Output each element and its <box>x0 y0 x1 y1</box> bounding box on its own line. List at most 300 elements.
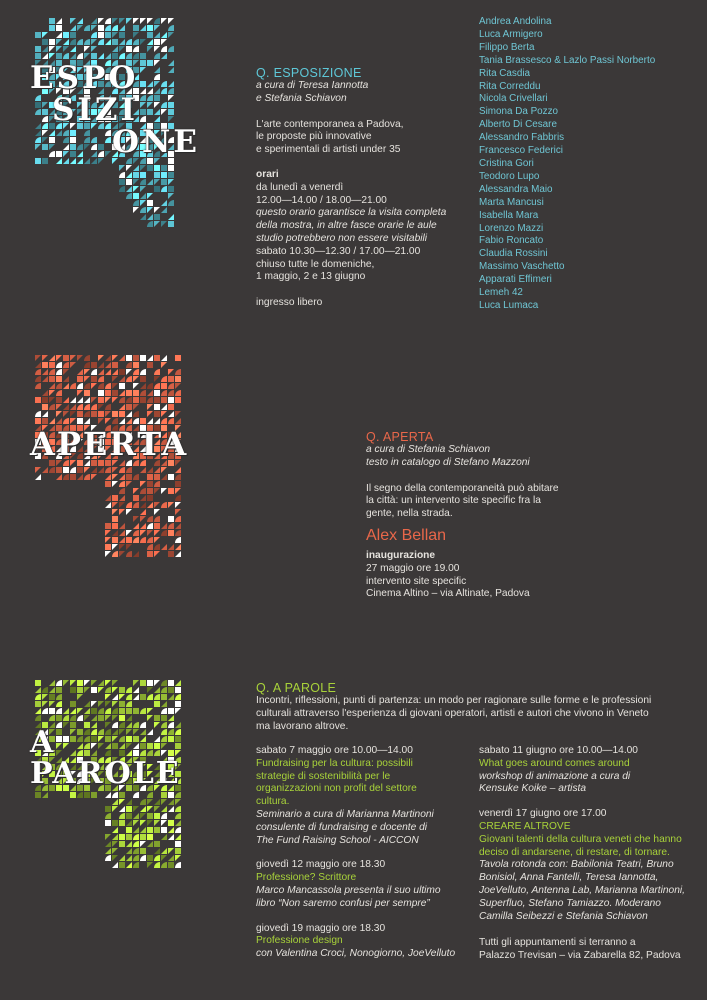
pattern-tile <box>154 81 160 87</box>
pattern-tile <box>98 32 104 38</box>
pattern-tile <box>84 362 90 368</box>
pattern-tile <box>77 151 83 157</box>
pattern-tile <box>70 708 76 714</box>
pattern-tile <box>119 687 125 693</box>
pattern-tile <box>63 715 69 721</box>
pattern-tile <box>175 687 181 693</box>
pattern-tile <box>98 467 104 473</box>
pattern-tile <box>91 729 97 735</box>
pattern-tile <box>91 376 97 382</box>
pattern-tile <box>105 523 111 529</box>
pattern-tile <box>168 827 174 833</box>
pattern-tile <box>140 530 146 536</box>
pattern-tile <box>77 708 83 714</box>
pattern-tile <box>133 722 139 728</box>
pattern-tile <box>98 418 104 424</box>
pattern-tile <box>84 708 90 714</box>
pattern-tile <box>56 743 62 749</box>
artist-list <box>479 16 655 313</box>
pattern-tile <box>112 841 118 847</box>
orari-note-1: questo orario garantisce la visita completa <box>256 207 447 219</box>
pattern-tile <box>147 715 153 721</box>
pattern-tile <box>63 144 69 150</box>
pattern-tile <box>119 792 125 798</box>
pattern-tile <box>175 481 181 487</box>
pattern-tile <box>140 25 146 31</box>
event-desc: workshop di animazione a cura di <box>479 770 631 782</box>
esposizione-logo-line-3: ONE <box>112 124 200 160</box>
pattern-tile <box>147 841 153 847</box>
pattern-tile <box>77 25 83 31</box>
pattern-tile <box>126 474 132 480</box>
pattern-tile <box>147 214 153 220</box>
pattern-tile <box>56 687 62 693</box>
pattern-tile <box>105 841 111 847</box>
pattern-tile <box>133 495 139 501</box>
pattern-tile <box>168 708 174 714</box>
pattern-tile <box>147 390 153 396</box>
artist-name: Isabella Mara <box>479 209 539 221</box>
pattern-tile <box>161 355 167 361</box>
pattern-tile <box>126 799 132 805</box>
pattern-tile <box>175 827 181 833</box>
pattern-tile <box>105 53 111 59</box>
pattern-tile <box>175 488 181 494</box>
pattern-tile <box>161 102 167 108</box>
pattern-tile <box>161 418 167 424</box>
pattern-tile <box>56 467 62 473</box>
pattern-tile <box>119 544 125 550</box>
pattern-tile <box>56 715 62 721</box>
pattern-tile <box>77 736 83 742</box>
pattern-tile <box>49 376 55 382</box>
pattern-tile <box>119 390 125 396</box>
pattern-tile <box>154 467 160 473</box>
pattern-tile <box>112 834 118 840</box>
pattern-tile <box>161 207 167 213</box>
artist-name: Francesco Federici <box>479 145 563 157</box>
pattern-tile <box>161 488 167 494</box>
pattern-tile <box>35 46 41 52</box>
pattern-tile <box>105 820 111 826</box>
pattern-tile <box>70 18 76 24</box>
pattern-tile <box>112 467 118 473</box>
pattern-tile <box>119 530 125 536</box>
pattern-tile <box>119 729 125 735</box>
pattern-tile <box>119 551 125 557</box>
pattern-tile <box>112 862 118 868</box>
pattern-tile <box>175 418 181 424</box>
pattern-tile <box>126 834 132 840</box>
pattern-tile <box>168 806 174 812</box>
pattern-tile <box>168 862 174 868</box>
pattern-tile <box>175 694 181 700</box>
pattern-tile <box>91 32 97 38</box>
pattern-tile <box>147 60 153 66</box>
pattern-tile <box>168 102 174 108</box>
pattern-tile <box>175 813 181 819</box>
pattern-tile <box>147 551 153 557</box>
pattern-tile <box>133 200 139 206</box>
pattern-tile <box>147 729 153 735</box>
pattern-tile <box>126 186 132 192</box>
pattern-tile <box>133 186 139 192</box>
pattern-tile <box>105 715 111 721</box>
pattern-tile <box>63 418 69 424</box>
pattern-tile <box>77 743 83 749</box>
pattern-tile <box>112 687 118 693</box>
pattern-tile <box>105 130 111 136</box>
pattern-tile <box>147 827 153 833</box>
pattern-tile <box>105 792 111 798</box>
pattern-tile <box>126 418 132 424</box>
pattern-tile <box>56 722 62 728</box>
pattern-tile <box>119 820 125 826</box>
pattern-tile <box>77 474 83 480</box>
pattern-tile <box>35 144 41 150</box>
pattern-tile <box>98 715 104 721</box>
pattern-tile <box>126 530 132 536</box>
orari-note-2: della mostra, in altre fasce orarie le aule <box>256 220 437 232</box>
pattern-tile <box>119 736 125 742</box>
pattern-tile <box>161 467 167 473</box>
pattern-tile <box>84 397 90 403</box>
artist-name: Apparati Effimeri <box>479 274 552 286</box>
pattern-tile <box>105 694 111 700</box>
event-title: Professione design <box>256 935 343 947</box>
pattern-tile <box>42 687 48 693</box>
pattern-tile <box>140 214 146 220</box>
pattern-tile <box>161 827 167 833</box>
pattern-tile <box>133 207 139 213</box>
pattern-tile <box>161 186 167 192</box>
pattern-tile <box>91 708 97 714</box>
pattern-tile <box>133 39 139 45</box>
pattern-tile <box>161 179 167 185</box>
aperta-desc-2: la città: un intervento site specific fra la <box>366 495 541 507</box>
pattern-tile <box>175 792 181 798</box>
pattern-tile <box>154 95 160 101</box>
pattern-tile <box>154 172 160 178</box>
pattern-tile <box>126 544 132 550</box>
pattern-tile <box>133 193 139 199</box>
pattern-tile <box>175 376 181 382</box>
pattern-tile <box>35 158 41 164</box>
pattern-tile <box>154 397 160 403</box>
pattern-tile <box>147 523 153 529</box>
pattern-tile <box>70 25 76 31</box>
pattern-tile <box>56 383 62 389</box>
pattern-tile <box>105 25 111 31</box>
pattern-tile <box>105 729 111 735</box>
pattern-tile <box>77 158 83 164</box>
pattern-tile <box>161 687 167 693</box>
pattern-tile <box>140 390 146 396</box>
pattern-tile <box>147 544 153 550</box>
pattern-tile <box>161 715 167 721</box>
pattern-tile <box>119 165 125 171</box>
pattern-tile <box>140 53 146 59</box>
pattern-tile <box>161 813 167 819</box>
pattern-tile <box>56 18 62 24</box>
pattern-tile <box>154 116 160 122</box>
pattern-tile <box>42 355 48 361</box>
pattern-tile <box>77 18 83 24</box>
pattern-tile <box>154 516 160 522</box>
pattern-tile <box>42 116 48 122</box>
pattern-tile <box>49 397 55 403</box>
pattern-tile <box>133 179 139 185</box>
pattern-tile <box>119 694 125 700</box>
pattern-tile <box>70 383 76 389</box>
esposizione-info <box>256 66 446 310</box>
pattern-tile <box>98 743 104 749</box>
pattern-tile <box>98 701 104 707</box>
pattern-tile <box>161 474 167 480</box>
pattern-tile <box>56 376 62 382</box>
pattern-tile <box>161 411 167 417</box>
pattern-tile <box>119 722 125 728</box>
esposizione-curated-1: a cura di Teresa Iannotta <box>256 80 369 91</box>
pattern-tile <box>56 701 62 707</box>
pattern-tile <box>49 467 55 473</box>
pattern-tile <box>154 74 160 80</box>
pattern-tile <box>105 18 111 24</box>
a-parole-title: Q. A PAROLE <box>256 681 337 695</box>
pattern-tile <box>98 18 104 24</box>
pattern-tile <box>161 172 167 178</box>
pattern-tile <box>56 694 62 700</box>
pattern-tile <box>77 397 83 403</box>
pattern-tile <box>119 743 125 749</box>
pattern-tile <box>119 509 125 515</box>
pattern-tile <box>126 806 132 812</box>
pattern-tile <box>63 137 69 143</box>
pattern-tile <box>175 862 181 868</box>
pattern-tile <box>161 722 167 728</box>
pattern-tile <box>70 404 76 410</box>
pattern-tile <box>147 362 153 368</box>
pattern-tile <box>126 827 132 833</box>
pattern-tile <box>70 39 76 45</box>
pattern-tile <box>161 799 167 805</box>
pattern-tile <box>91 46 97 52</box>
pattern-tile <box>175 516 181 522</box>
pattern-tile <box>112 502 118 508</box>
pattern-tile <box>133 18 139 24</box>
pattern-tile <box>175 530 181 536</box>
event-desc: libro “Non saremo confusi per sempre” <box>256 897 430 909</box>
pattern-tile <box>140 81 146 87</box>
pattern-tile <box>175 855 181 861</box>
pattern-tile <box>98 144 104 150</box>
pattern-tile <box>126 841 132 847</box>
pattern-tile <box>35 397 41 403</box>
pattern-tile <box>140 488 146 494</box>
pattern-tile <box>147 862 153 868</box>
pattern-tile <box>168 792 174 798</box>
ingresso-libero: ingresso libero <box>256 297 323 309</box>
pattern-tile <box>161 32 167 38</box>
pattern-tile <box>133 855 139 861</box>
pattern-tile <box>140 523 146 529</box>
pattern-tile <box>119 18 125 24</box>
pattern-tile <box>105 551 111 557</box>
pattern-tile <box>91 467 97 473</box>
pattern-tile <box>84 411 90 417</box>
pattern-tile <box>140 355 146 361</box>
pattern-tile <box>168 88 174 94</box>
pattern-tile <box>126 736 132 742</box>
pattern-tile <box>77 687 83 693</box>
pattern-tile <box>175 397 181 403</box>
pattern-tile <box>70 144 76 150</box>
pattern-tile <box>56 25 62 31</box>
pattern-tile <box>35 369 41 375</box>
pattern-tile <box>105 743 111 749</box>
pattern-tile <box>154 67 160 73</box>
pattern-tile <box>154 376 160 382</box>
pattern-tile <box>133 376 139 382</box>
artist-name: Alberto Di Cesare <box>479 119 557 131</box>
pattern-tile <box>56 474 62 480</box>
pattern-tile <box>112 792 118 798</box>
pattern-tile <box>161 806 167 812</box>
pattern-tile <box>42 701 48 707</box>
pattern-tile <box>112 551 118 557</box>
pattern-tile <box>161 862 167 868</box>
pattern-tile <box>168 855 174 861</box>
pattern-tile <box>154 355 160 361</box>
pattern-tile <box>140 18 146 24</box>
pattern-tile <box>77 390 83 396</box>
pattern-tile <box>112 355 118 361</box>
aperta-info <box>366 430 559 601</box>
pattern-tile <box>70 715 76 721</box>
pattern-tile <box>49 137 55 143</box>
pattern-tile <box>154 32 160 38</box>
pattern-tile <box>35 32 41 38</box>
pattern-tile <box>91 715 97 721</box>
pattern-tile <box>91 137 97 143</box>
pattern-tile <box>161 53 167 59</box>
pattern-tile <box>175 848 181 854</box>
pattern-tile <box>154 418 160 424</box>
pattern-tile <box>126 376 132 382</box>
event-desc: consulente di fundraising e docente di <box>256 821 428 833</box>
pattern-tile <box>161 397 167 403</box>
pattern-tile <box>112 516 118 522</box>
pattern-tile <box>42 39 48 45</box>
pattern-tile <box>77 383 83 389</box>
pattern-tile <box>126 551 132 557</box>
pattern-tile <box>140 848 146 854</box>
a-parole-logo <box>28 680 223 880</box>
pattern-tile <box>133 369 139 375</box>
pattern-tile <box>133 355 139 361</box>
pattern-tile <box>154 88 160 94</box>
pattern-tile <box>98 729 104 735</box>
pattern-tile <box>91 736 97 742</box>
pattern-tile <box>161 743 167 749</box>
pattern-tile <box>126 855 132 861</box>
pattern-tile <box>140 60 146 66</box>
pattern-tile <box>84 743 90 749</box>
pattern-tile <box>105 355 111 361</box>
pattern-tile <box>49 355 55 361</box>
pattern-tile <box>49 680 55 686</box>
pattern-tile <box>147 806 153 812</box>
pattern-tile <box>119 355 125 361</box>
pattern-tile <box>140 743 146 749</box>
pattern-tile <box>70 32 76 38</box>
pattern-tile <box>70 467 76 473</box>
pattern-tile <box>63 39 69 45</box>
pattern-tile <box>98 53 104 59</box>
pattern-tile <box>119 474 125 480</box>
pattern-tile <box>168 722 174 728</box>
pattern-tile <box>161 200 167 206</box>
orari-line-1: da lunedì a venerdì <box>256 181 344 193</box>
pattern-tile <box>91 792 97 798</box>
pattern-tile <box>154 799 160 805</box>
pattern-tile <box>112 509 118 515</box>
pattern-tile <box>126 694 132 700</box>
pattern-tile <box>56 355 62 361</box>
pattern-tile <box>98 680 104 686</box>
pattern-tile <box>147 88 153 94</box>
pattern-tile <box>91 53 97 59</box>
pattern-tile <box>168 544 174 550</box>
pattern-tile <box>105 411 111 417</box>
pattern-tile <box>175 834 181 840</box>
pattern-tile <box>70 355 76 361</box>
pattern-tile <box>126 743 132 749</box>
pattern-tile <box>112 46 118 52</box>
a-parole-footer-1: Tutti gli appuntamenti si terranno a <box>479 937 636 949</box>
pattern-tile <box>112 397 118 403</box>
pattern-tile <box>105 813 111 819</box>
pattern-tile <box>133 708 139 714</box>
pattern-tile <box>133 418 139 424</box>
event-date: sabato 7 maggio ore 10.00—14.00 <box>256 745 413 756</box>
pattern-tile <box>168 799 174 805</box>
a-parole-footer-2: Palazzo Trevisan – via Zabarella 82, Padova <box>479 950 681 962</box>
pattern-tile <box>70 137 76 143</box>
pattern-tile <box>147 32 153 38</box>
pattern-tile <box>126 701 132 707</box>
pattern-tile <box>175 537 181 543</box>
pattern-tile <box>140 207 146 213</box>
pattern-tile <box>161 834 167 840</box>
pattern-tile <box>140 813 146 819</box>
pattern-tile <box>63 411 69 417</box>
pattern-tile <box>161 523 167 529</box>
event-desc: Camilla Seibezzi e Stefania Schiavon <box>479 910 648 922</box>
pattern-tile <box>42 109 48 115</box>
pattern-tile <box>112 418 118 424</box>
pattern-tile <box>147 855 153 861</box>
pattern-tile <box>147 495 153 501</box>
pattern-tile <box>63 474 69 480</box>
pattern-tile <box>98 736 104 742</box>
pattern-tile <box>70 411 76 417</box>
a-parole-intro-1: Incontri, riflessioni, punti di partenza: un modo per ragionare sulle forme e le professioni <box>256 695 652 706</box>
pattern-tile <box>77 694 83 700</box>
pattern-tile <box>133 488 139 494</box>
pattern-tile <box>56 158 62 164</box>
pattern-tile <box>84 39 90 45</box>
